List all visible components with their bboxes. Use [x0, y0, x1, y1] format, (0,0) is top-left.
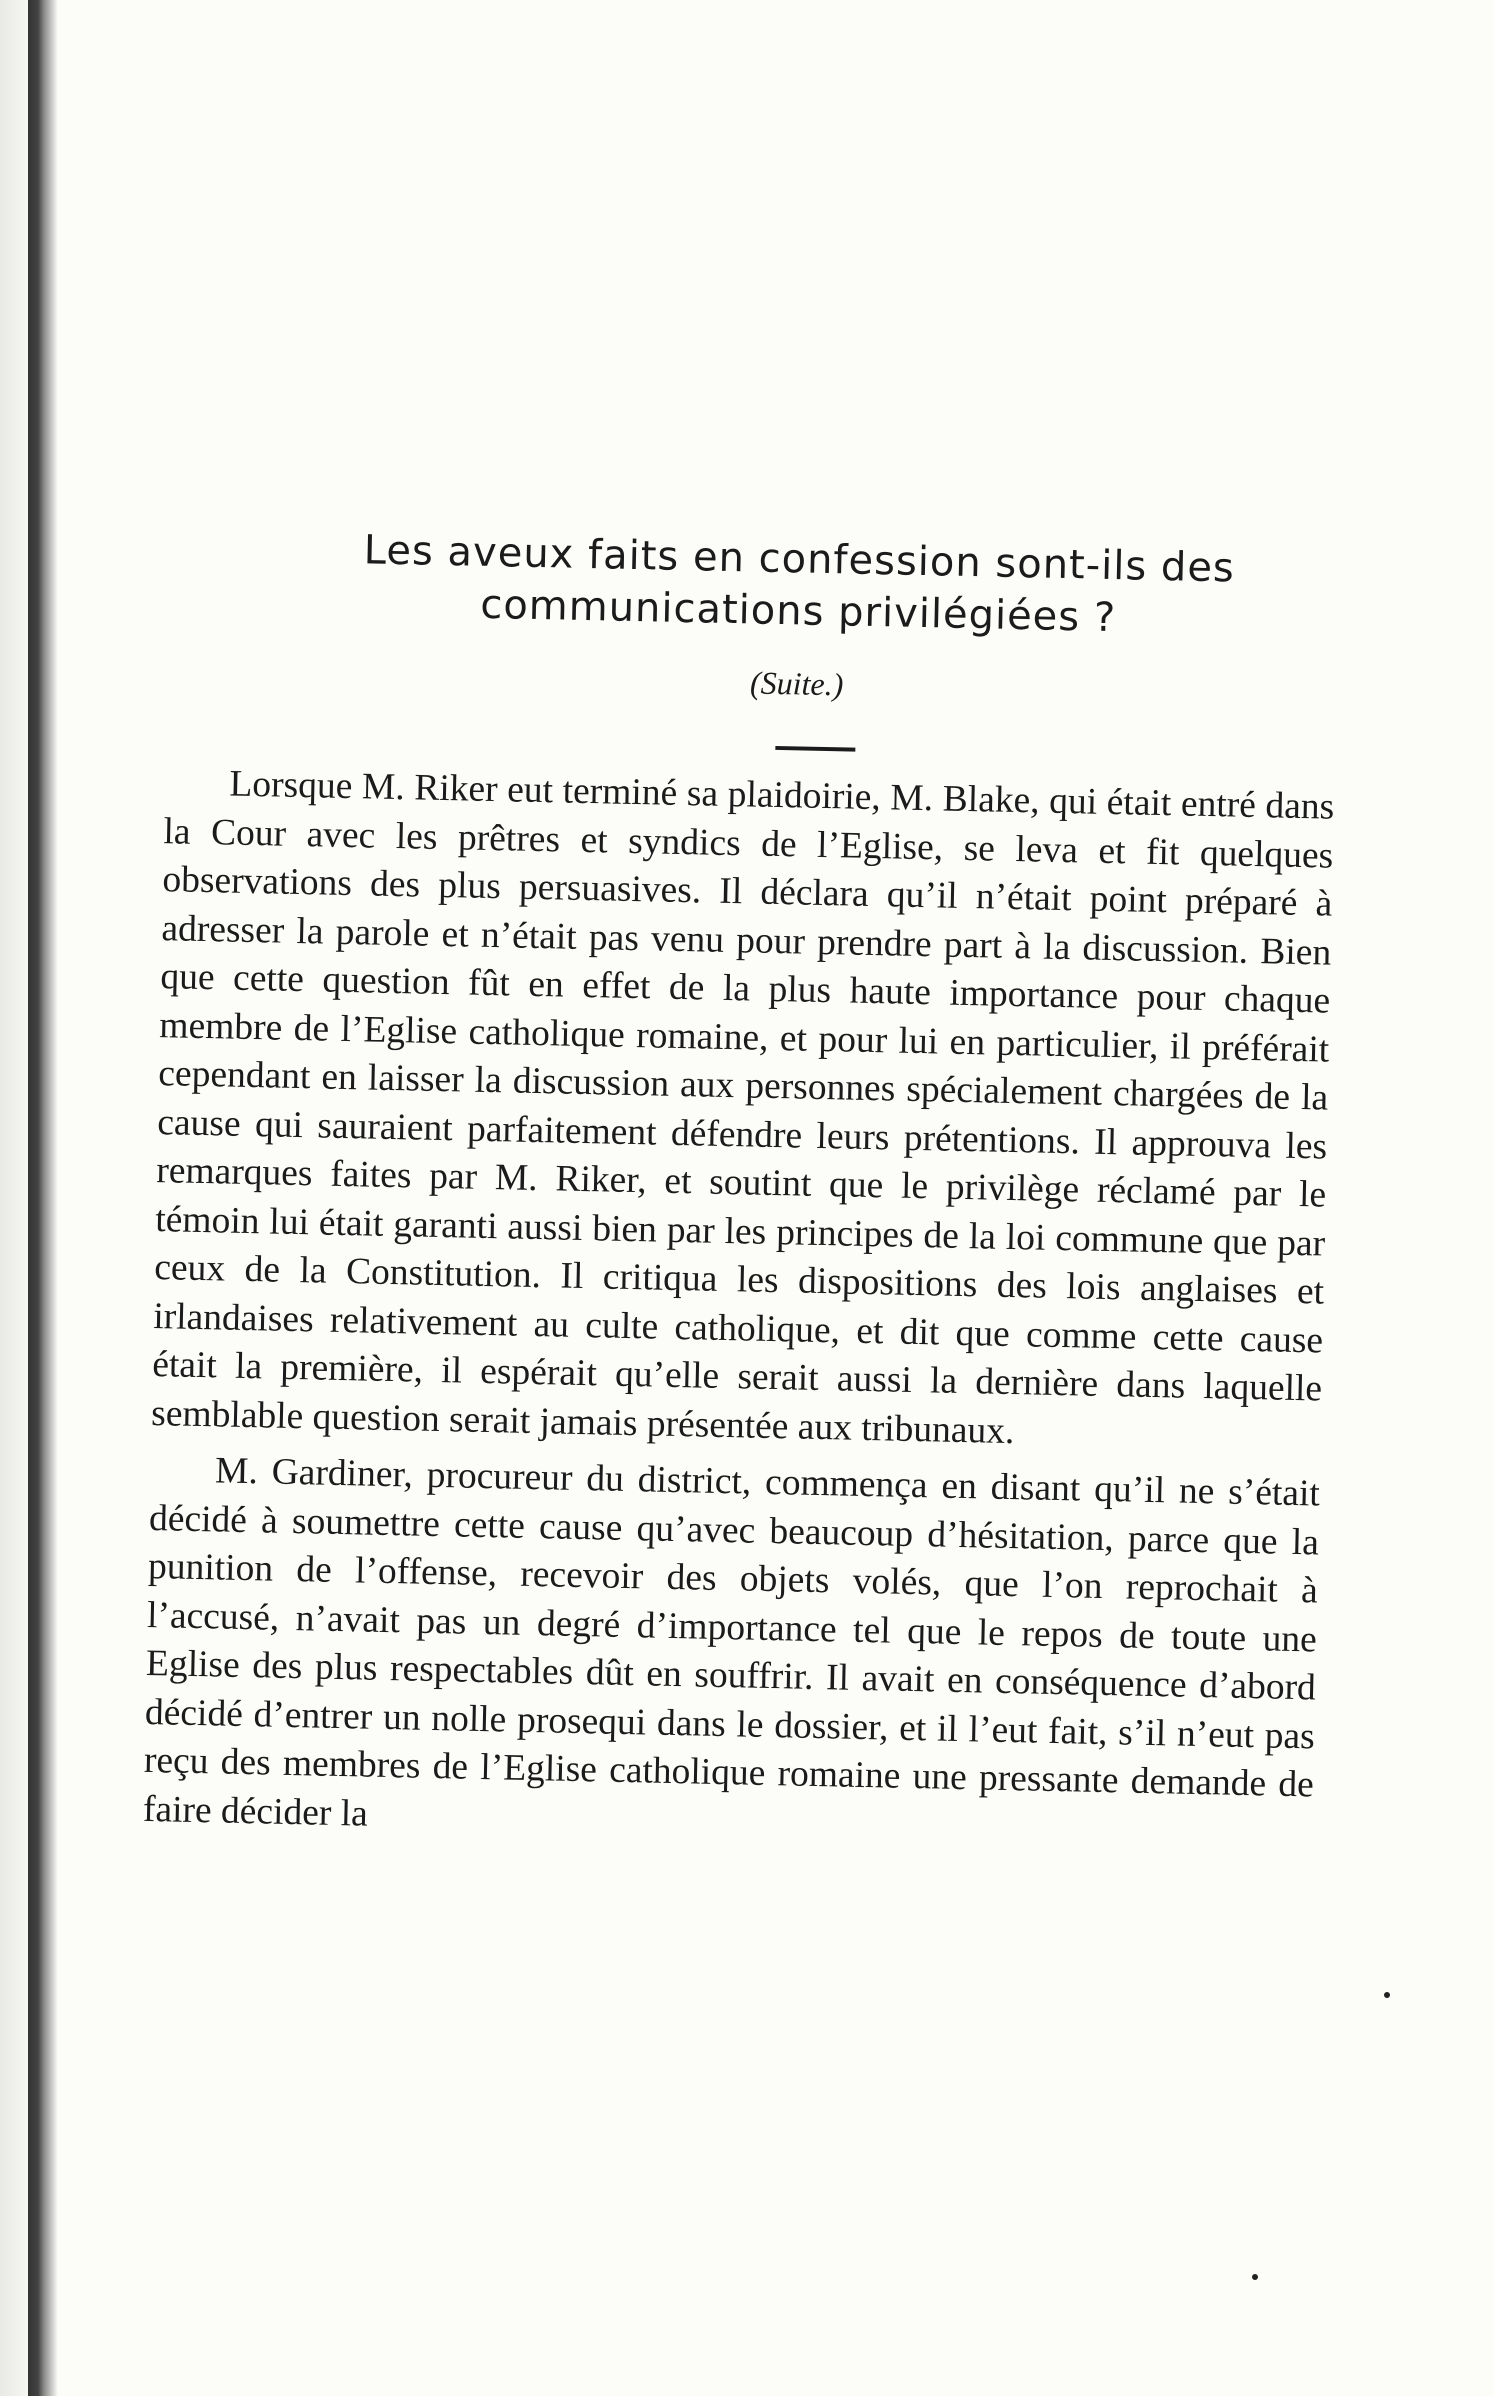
paragraph: M. Gardiner, procureur du district, commença en disant qu’il ne s’était décidé à soumettre cette cause qu’avec beaucoup d’hésitation, parce que la punition de l’offense, recevoir des objets volés, que l’on reprochait à l’accusé, n’avait pas un degré d’importance tel que le repos de toute une Eglise des plus respectables dût en souffrir. Il avait en conséquence d’abord décidé d’entrer un nolle prosequi dans le dossier, et il l’eut fait, s’il n’eut pas reçu des membres de l’Eglise catholique romaine une pressante demande de faire décider la [142, 1450, 1321, 1835]
article-body [142, 759, 1334, 1858]
article [132, 520, 1339, 1858]
ink-speck [1252, 2274, 1258, 2280]
ink-speck [1384, 1992, 1390, 1998]
paragraph: Lorsque M. Riker eut terminé sa plaidoirie, M. Blake, qui était entré dans la Cour avec les prêtres et syndics de l’Eglise, se leva et fit quelques observations des plus persuasives. Il déclara qu’il n’était point préparé à adresser la parole et n’était pas venu pour prendre part à la discussion. Bien que cette question fût en effet de la plus haute importance pour chaque membre de l’Eglise catholique romaine, et pour lui en particulier, il préférait cependant en laisser la discussion aux personnes spécialement chargées de la cause qui sauraient parfaitement défendre leurs prétentions. Il approuva les remarques faites par M. Riker, et soutint que le privilège réclamé par le témoin lui était garanti aussi bien par les principes de la loi commune que par ceux de la Constitution. Il critiqua les dispositions des lois anglaises et irlandaises relativement au culte catholique, et dit que comme cette cause était la première, il espérait qu’elle serait aussi la dernière dans laquelle semblable question serait jamais présentée aux tribunaux. [150, 763, 1335, 1452]
article-title: Les aveux faits en confession sont-ils des communications privilégiées ? [363, 527, 1236, 642]
article-subtitle: (Suite.) [749, 664, 844, 703]
separator-rule [775, 746, 855, 752]
binding-edge [28, 0, 58, 2396]
